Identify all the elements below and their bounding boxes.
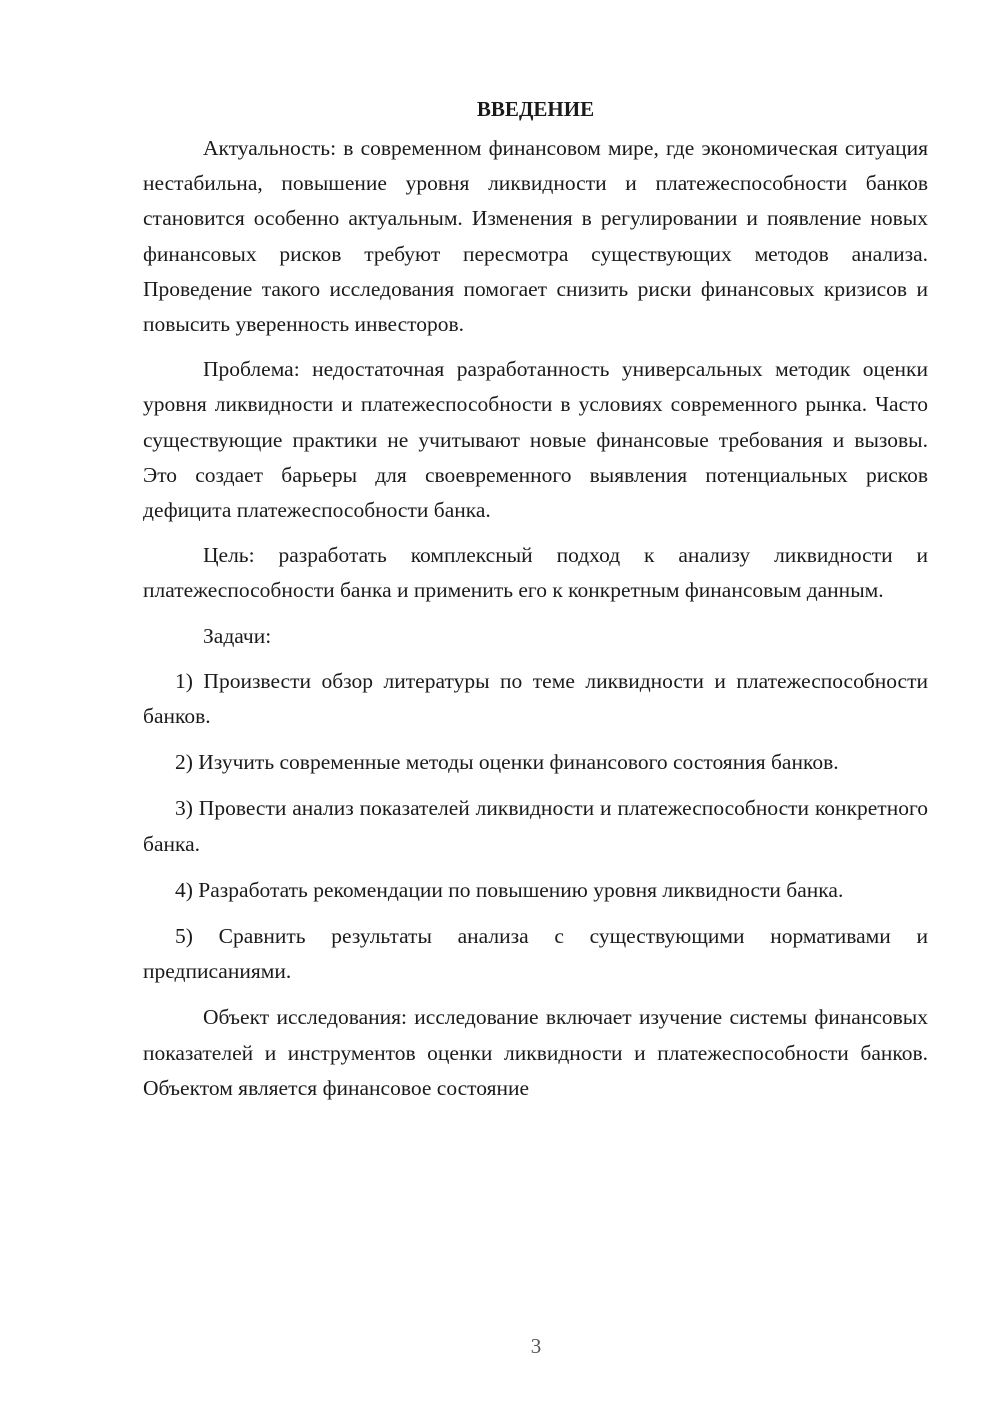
problem-paragraph: Проблема: недостаточная разработанность универсальных методик оценки уровня ликвидности и платежеспособности в условиях современного рынка. Часто существующие практики не учитывают новые финансовые требования и вызовы. Это создает барьеры для своевременного выявления потенциальных рисков дефицита платежеспособности банка.	[143, 357, 928, 523]
relevance-paragraph: Актуальность: в современном финансовом мире, где экономическая ситуация нестабильна, повышение уровня ликвидности и платежеспособности банков становится особенно актуальным. Изменения в регулировании и появление новых финансовых рисков требуют пересмотра существующих методов анализа. Проведение такого исследования помогает снизить риски финансовых кризисов и повысить уверенность инвесторов.	[143, 136, 928, 337]
page-title: ВВЕДЕНИЕ	[476, 97, 595, 121]
task-item: 4) Разработать рекомендации по повышению уровня ликвидности банка.	[175, 877, 844, 902]
task-item: 2) Изучить современные методы оценки финансового состояния банков.	[175, 750, 839, 775]
task-item: 5) Сравнить результаты анализа с существующими нормативами и предписаниями.	[143, 924, 928, 984]
task-item: 3) Провести анализ показателей ликвидности и платежеспособности конкретного банка.	[143, 796, 928, 856]
tasks-list	[143, 664, 928, 990]
tasks-label: Задачи:	[203, 623, 272, 648]
page-content	[143, 92, 928, 1116]
object-paragraph: Объект исследования: исследование включает изучение системы финансовых показателей и инструментов оценки ликвидности и платежеспособности банков. Объектом является финансовое состояние	[143, 1005, 928, 1100]
page-number: 3	[530, 1334, 542, 1358]
goal-paragraph: Цель: разработать комплексный подход к анализу ликвидности и платежеспособности банка и применить его к конкретным финансовым данным.	[143, 543, 928, 603]
task-item: 1) Произвести обзор литературы по теме ликвидности и платежеспособности банков.	[143, 668, 928, 729]
